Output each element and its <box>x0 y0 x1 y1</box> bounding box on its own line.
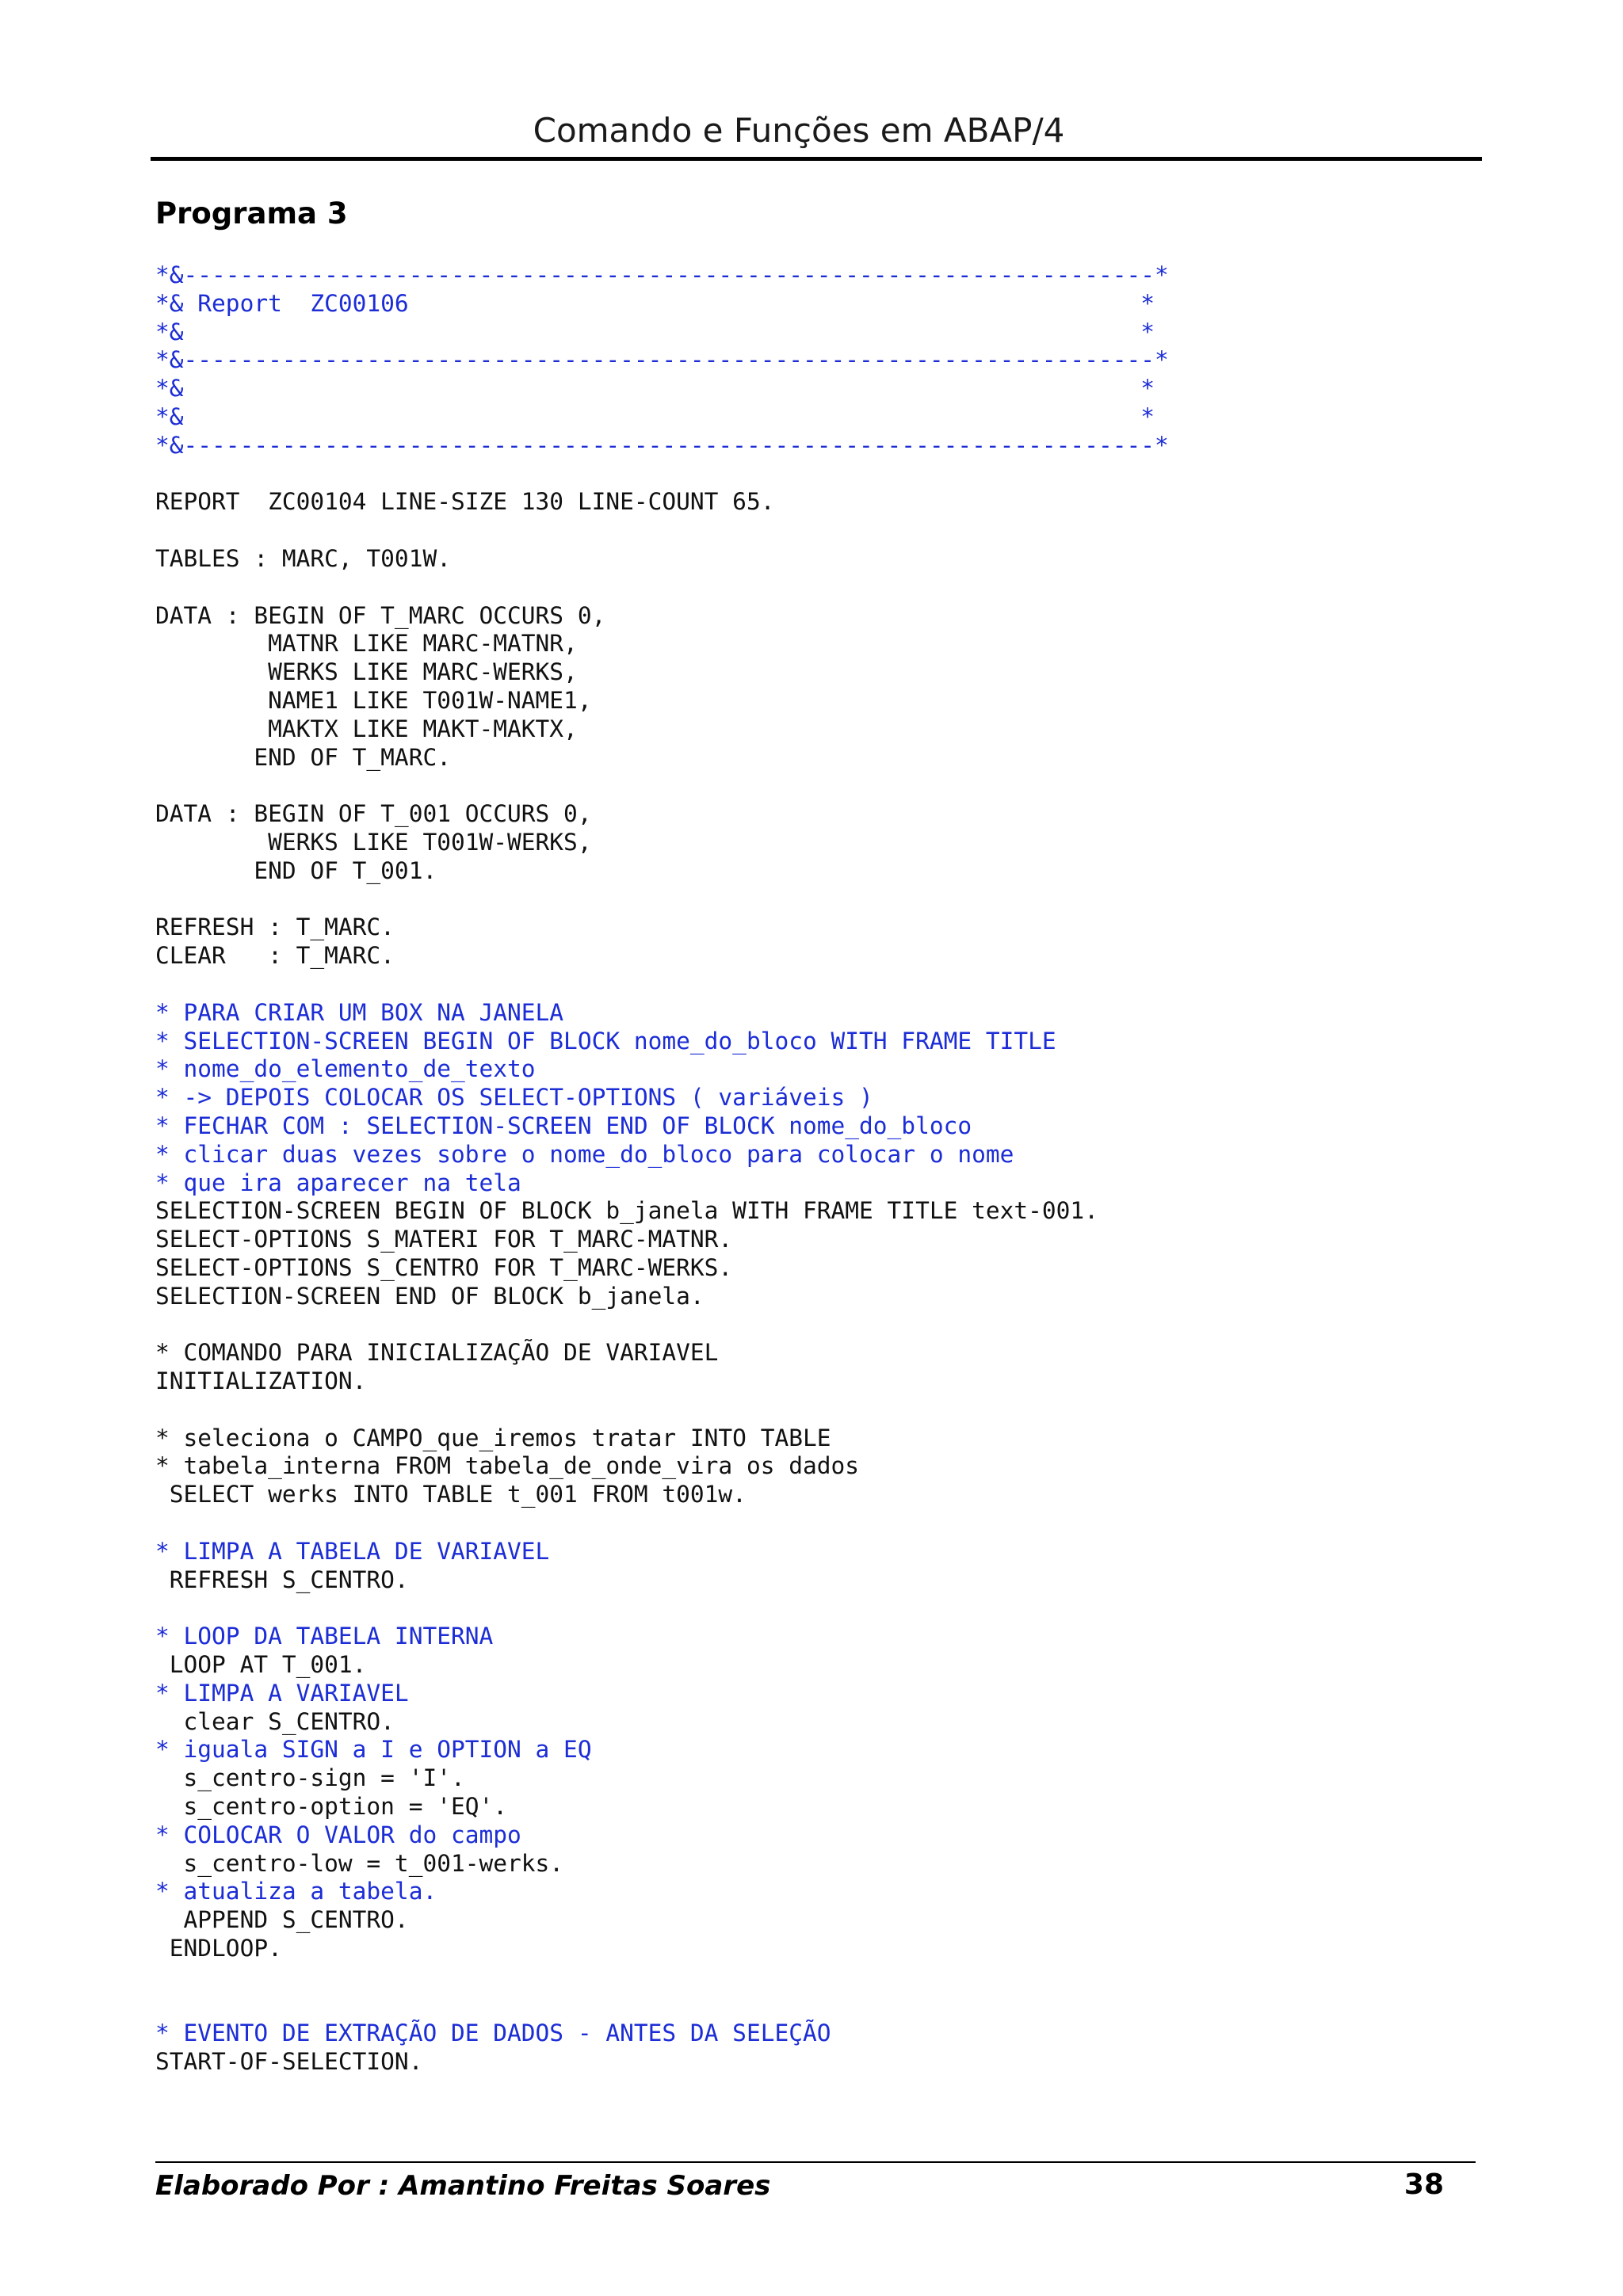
code-line: END OF T_001. <box>155 856 437 884</box>
code-line <box>155 1594 1455 1623</box>
code-line: SELECT werks INTO TABLE t_001 FROM t001w. <box>155 1481 747 1508</box>
code-listing <box>155 261 1455 2077</box>
code-line: END OF T_MARC. <box>155 743 451 771</box>
code-line: NAME1 LIKE T001W-NAME1, <box>155 686 592 714</box>
code-comment-line: * -> DEPOIS COLOCAR OS SELECT-OPTIONS ( variáveis ) <box>155 1084 873 1112</box>
code-line: CLEAR : T_MARC. <box>155 942 395 970</box>
code-line: * tabela_interna FROM tabela_de_onde_vira os dados <box>155 1452 860 1480</box>
code-comment-line: *& * <box>155 402 1155 430</box>
code-line: REPORT ZC00104 LINE-SIZE 130 LINE-COUNT 65. <box>155 488 775 516</box>
code-line: * seleciona o CAMPO_que_iremos tratar INTO TABLE <box>155 1424 831 1451</box>
code-line: SELECT-OPTIONS S_MATERI FOR T_MARC-MATNR. <box>155 1226 733 1253</box>
page-number: 38 <box>1403 2168 1444 2201</box>
code-line: START-OF-SELECTION. <box>155 2048 423 2076</box>
code-comment-line: * LOOP DA TABELA INTERNA <box>155 1623 494 1650</box>
code-line: WERKS LIKE MARC-WERKS, <box>155 658 578 686</box>
code-comment-line: * PARA CRIAR UM BOX NA JANELA <box>155 998 564 1026</box>
code-line: * COMANDO PARA INICIALIZAÇÃO DE VARIAVEL <box>155 1339 719 1367</box>
code-comment-line: * LIMPA A VARIAVEL <box>155 1679 409 1707</box>
code-line <box>155 460 1455 489</box>
code-line: s_centro-option = 'EQ'. <box>155 1793 508 1821</box>
code-line: LOOP AT T_001. <box>155 1651 367 1679</box>
code-line <box>155 1396 1455 1425</box>
code-line: WERKS LIKE T001W-WERKS, <box>155 828 592 856</box>
code-line: MATNR LIKE MARC-MATNR, <box>155 630 578 658</box>
code-comment-line: * SELECTION-SCREEN BEGIN OF BLOCK nome_do_bloco WITH FRAME TITLE <box>155 1027 1056 1055</box>
code-comment-line: * nome_do_elemento_de_texto <box>155 1055 536 1083</box>
code-comment-line: *& Report ZC00106 * <box>155 289 1155 317</box>
code-line <box>155 574 1455 602</box>
code-line: INITIALIZATION. <box>155 1367 367 1395</box>
code-line: REFRESH S_CENTRO. <box>155 1566 409 1593</box>
code-line: REFRESH : T_MARC. <box>155 913 395 941</box>
code-comment-line: * que ira aparecer na tela <box>155 1169 521 1196</box>
footer-divider <box>155 2161 1476 2163</box>
code-comment-line: * atualiza a tabela. <box>155 1878 437 1905</box>
code-line <box>155 1310 1455 1339</box>
footer-author: Elaborado Por : Amantino Freitas Soares <box>155 2170 771 2202</box>
code-line: SELECTION-SCREEN BEGIN OF BLOCK b_janela WITH FRAME TITLE text-001. <box>155 1197 1098 1225</box>
code-line <box>155 517 1455 545</box>
code-comment-line: * LIMPA A TABELA DE VARIAVEL <box>155 1537 550 1565</box>
code-line: clear S_CENTRO. <box>155 1707 395 1735</box>
code-line <box>155 772 1455 800</box>
code-comment-line: *&---------------------------------------------------------------------* <box>155 431 1169 459</box>
code-comment-line: *& * <box>155 375 1155 402</box>
page-header-title: Comando e Funções em ABAP/4 <box>533 111 1065 150</box>
code-line: DATA : BEGIN OF T_MARC OCCURS 0, <box>155 601 606 629</box>
code-line: SELECTION-SCREEN END OF BLOCK b_janela. <box>155 1282 705 1310</box>
code-comment-line: * EVENTO DE EXTRAÇÃO DE DADOS - ANTES DA SELEÇÃO <box>155 2019 831 2047</box>
code-comment-line: * FECHAR COM : SELECTION-SCREEN END OF BLOCK nome_do_bloco <box>155 1112 972 1139</box>
code-line <box>155 1963 1455 1992</box>
code-line: ENDLOOP. <box>155 1935 282 1962</box>
code-line: TABLES : MARC, T001W. <box>155 544 451 572</box>
code-line <box>155 1992 1455 2020</box>
code-comment-line: * clicar duas vezes sobre o nome_do_bloco para colocar o nome <box>155 1140 1014 1168</box>
code-line: SELECT-OPTIONS S_CENTRO FOR T_MARC-WERKS. <box>155 1253 733 1281</box>
section-title: Programa 3 <box>155 196 348 231</box>
code-line: APPEND S_CENTRO. <box>155 1906 409 1934</box>
code-line: s_centro-low = t_001-werks. <box>155 1849 564 1877</box>
code-comment-line: *&---------------------------------------------------------------------* <box>155 261 1169 288</box>
code-line: MAKTX LIKE MAKT-MAKTX, <box>155 715 578 742</box>
code-line: s_centro-sign = 'I'. <box>155 1764 465 1792</box>
code-line: DATA : BEGIN OF T_001 OCCURS 0, <box>155 800 592 828</box>
header-divider <box>151 157 1482 161</box>
code-line <box>155 886 1455 914</box>
code-comment-line: * iguala SIGN a I e OPTION a EQ <box>155 1736 592 1764</box>
code-line <box>155 1509 1455 1538</box>
code-comment-line: *&---------------------------------------------------------------------* <box>155 346 1169 374</box>
code-comment-line: * COLOCAR O VALOR do campo <box>155 1821 521 1848</box>
code-comment-line: *& * <box>155 318 1155 345</box>
code-line <box>155 971 1455 999</box>
